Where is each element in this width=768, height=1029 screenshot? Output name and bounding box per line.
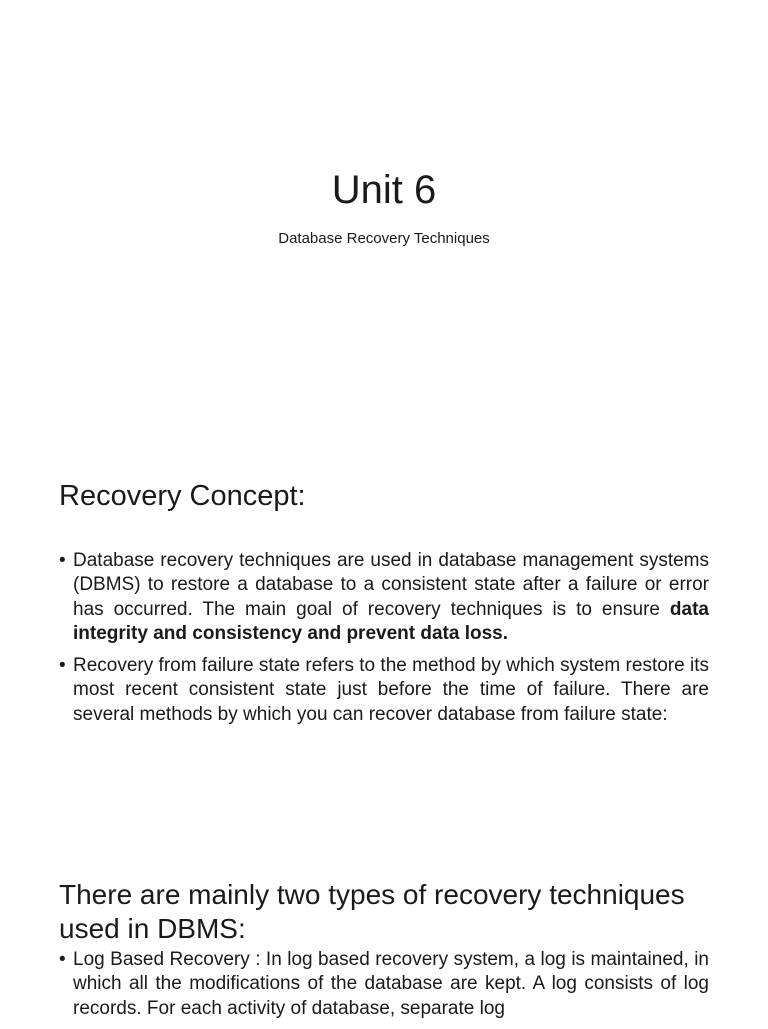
recovery-types-heading: There are mainly two types of recovery techniques used in DBMS: [59,879,685,944]
recovery-types-list [59,948,709,1029]
bullet-bold-text: data integrity and consistency and prevent data loss. [73,598,709,644]
bullet-text: Recovery from failure state refers to the method by which system restore its most recent consistent state just before the time of failure. There are several methods by which you can recover database from failure state: [73,655,709,725]
list-item [59,948,709,1021]
recovery-concept-slide [0,432,768,864]
page-title: Unit 6 [331,168,437,212]
bullet-text: Database recovery techniques are used in database management systems (DBMS) to restore a database to a consistent state after a failure or error has occurred. The main goal of recovery techniques is to ensure [73,550,709,620]
recovery-concept-list [59,549,709,735]
title-slide [0,0,768,432]
recovery-concept-heading: Recovery Concept: [59,480,306,512]
recovery-types-slide [0,864,768,1024]
list-item [59,549,709,646]
page-subtitle: Database Recovery Techniques [278,230,490,247]
bullet-text: Log Based Recovery : In log based recovery system, a log is maintained, in which all the modifications of the database are kept. A log consists of log records. For each activity of database, separate log [73,949,709,1019]
list-item [59,654,709,727]
